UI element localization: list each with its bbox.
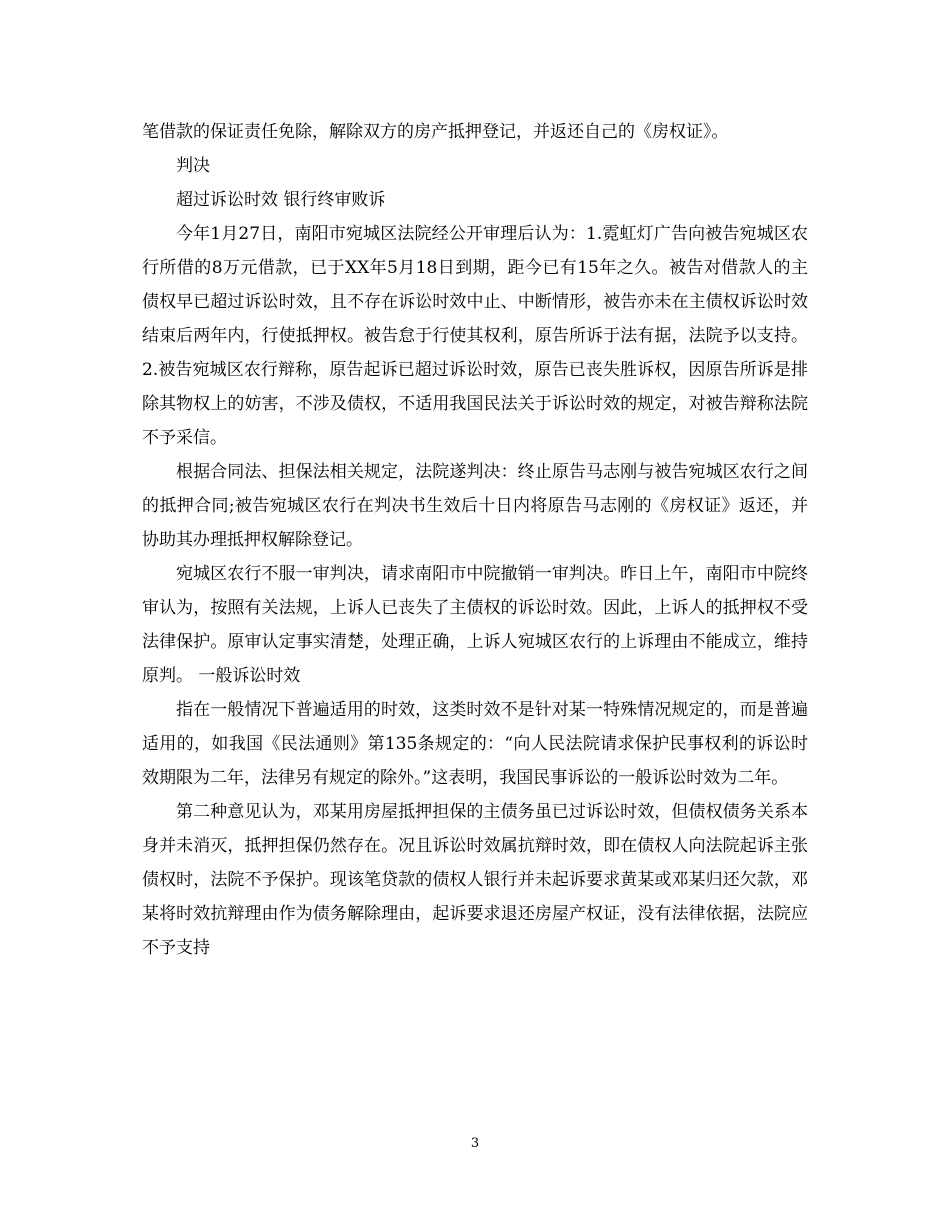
paragraph-first-instance-ruling: 今年1月27日，南阳市宛城区法院经公开审理后认为：1.霓虹灯广告向被告宛城区农行所借的8万元借款，已于XX年5月18日到期，距今已有15年之久。被告对借款人的主债权早已超过诉讼时效，且不存在诉讼时效中止、中断情形，被告亦未在主债权诉讼时效结束后两年内，行使抵押权。被告怠于行使其权利，原告所诉于法有据，法院予以支持。2.被告宛城区农行辩称，原告起诉已超过诉讼时效，原告已丧失胜诉权，因原告所诉是排除其物权上的妨害，不涉及债权，不适用我国民法关于诉讼时效的规定，对被告辩称法院不予采信。 bbox=[142, 224, 808, 448]
paragraph-second-opinion: 第二种意见认为，邓某用房屋抵押担保的主债务虽已过诉讼时效，但债权债务关系本身并未消灭，抵押担保仍然存在。况且诉讼时效属抗辩时效，即在债权人向法院起诉主张债权时，法院不予保护。现该笔贷款的债权人银行并未起诉要求黄某或邓某归还欠款，邓某将时效抗辩理由作为债务解除理由，起诉要求退还房屋产权证，没有法律依据，法院应不予支持 bbox=[142, 802, 808, 958]
subheading-statute-of-limitations: 超过诉讼时效 银行终审败诉 bbox=[176, 190, 386, 210]
paragraph-appeal-final-ruling: 宛城区农行不服一审判决，请求南阳市中院撤销一审判决。昨日上午，南阳市中院终审认为，按照有关法规，上诉人已丧失了主债权的诉讼时效。因此，上诉人的抵押权不受法律保护。原审认定事实清楚，处理正确，上诉人宛城区农行的上诉理由不能成立，维持原判。 一般诉讼时效 bbox=[142, 564, 808, 686]
paragraph-general-limitation-definition: 指在一般情况下普遍适用的时效，这类时效不是针对某一特殊情况规定的，而是普遍适用的，如我国《民法通则》第135条规定的：“向人民法院请求保护民事权利的诉讼时效期限为二年，法律另有规定的除外。”这表明，我国民事诉讼的一般诉讼时效为二年。 bbox=[142, 700, 808, 788]
section-heading-judgment: 判决 bbox=[176, 156, 210, 176]
paragraph-continued: 笔借款的保证责任免除，解除双方的房产抵押登记，并返还自己的《房权证》。 bbox=[142, 122, 729, 142]
paragraph-court-decision: 根据合同法、担保法相关规定，法院遂判决：终止原告马志刚与被告宛城区农行之间的抵押合同;被告宛城区农行在判决书生效后十日内将原告马志刚的《房权证》返还，并协助其办理抵押权解除登记。 bbox=[142, 462, 808, 550]
document-body bbox=[142, 115, 808, 965]
page-number: 3 bbox=[470, 1136, 480, 1151]
